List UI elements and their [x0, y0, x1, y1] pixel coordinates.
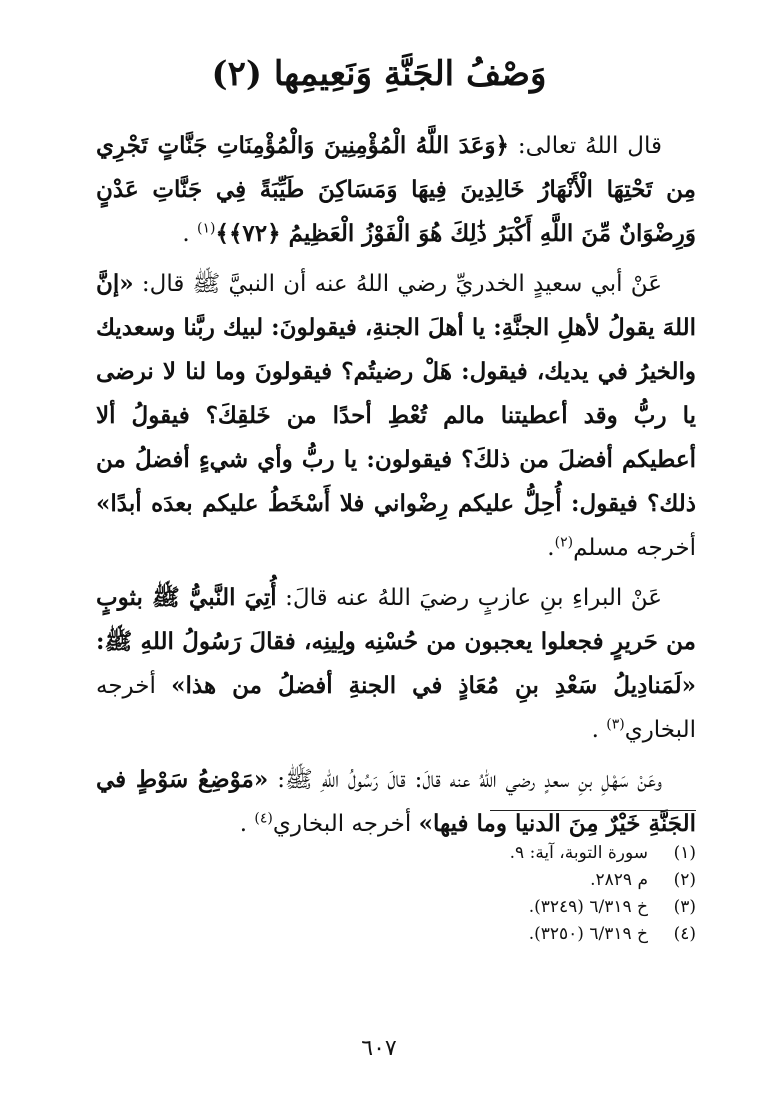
footnote-number: (٤) [673, 924, 696, 944]
footnote [300, 921, 696, 948]
footnote-text: خ ٦/٣١٩ (٣٢٥٠). [528, 924, 648, 944]
paragraph-1 [96, 124, 696, 256]
main-text [96, 124, 696, 852]
quran-verse: ﴿وَعَدَ اللَّهُ الْمُؤْمِنِينَ وَالْمُؤْمِنَاتِ جَنَّاتٍ تَجْرِي مِن تَحْتِهَا الْأَنْهَارُ خَالِدِينَ فِيهَا وَمَسَاكِنَ طَيِّبَةً فِي جَنَّاتِ عَدْنٍ وَرِضْوَانٌ مِّنَ اللَّهِ أَكْبَرُ ذَٰلِكَ هُوَ الْفَوْزُ الْعَظِيمُ ﴿٧٢﴾﴾ [96, 132, 696, 247]
footnote-number: (١) [673, 843, 696, 863]
footnote-number: (٢) [673, 870, 696, 890]
paragraph-intro: عَنْ أبي سعيدٍ الخدريِّ رضي اللهُ عنه أن النبيَّ ﷺ قال: [133, 271, 662, 297]
footnote-ref-2: (٢) [554, 534, 574, 551]
paragraph-tail: . [182, 221, 197, 247]
paragraph-4 [96, 758, 696, 846]
hadith-text: أُتِيَ النَّبيُّ ﷺ بثوبٍ من حَريرٍ فجعلوا يعجبون من حُسْنِه ولِينِه، فقالَ رَسُولُ اللهِ ﷺ: «لَمَنادِيلُ سَعْدِ بنِ مُعَاذٍ في الجنةِ أفضلُ من هذا» [96, 584, 696, 699]
paragraph-tail: . [239, 811, 255, 837]
paragraph-after: أخرجه مسلم [573, 535, 696, 561]
footnote-text: سورة التوبة، آية: ٩. [509, 843, 648, 863]
footnote-ref-1: (١) [197, 220, 216, 237]
footnote-divider [490, 810, 696, 811]
page-number: ٦٠٧ [361, 1036, 397, 1061]
hadith-text: «مَوْضِعُ سَوْطٍ في الجَنَّةِ خَيْرٌ مِنَ الدنيا وما فيها» [96, 766, 696, 837]
paragraph-intro: وعَنْ سَهْلِ بنِ سعدٍ رضي اللهُ عنه قالَ: قالَ رَسُولُ اللهِ ﷺ: [268, 767, 663, 793]
paragraph-tail: . [591, 717, 607, 743]
paragraph-after: أخرجه البخاري [272, 811, 419, 837]
footnote [300, 867, 696, 894]
footnote-number: (٣) [673, 897, 696, 917]
paragraph-after: أخرجه البخاري [96, 673, 696, 743]
page-title: وَصْفُ الجَنَّةِ وَنَعِيمِها (٢) [211, 54, 547, 94]
paragraph-intro: عَنْ البراءِ بنِ عازبٍ رضيَ اللهُ عنه قالَ: [276, 585, 662, 611]
paragraph-tail: . [547, 535, 555, 561]
paragraph-2 [96, 262, 696, 570]
footnote-ref-4: (٤) [254, 810, 273, 827]
paragraph-intro: قال اللهُ تعالى: [509, 133, 662, 159]
footnote [300, 840, 696, 867]
footnote-ref-3: (٣) [606, 716, 625, 733]
footnote-text: م ٢٨٢٩. [590, 870, 648, 890]
hadith-text: «إنَّ اللهَ يقولُ لأهلِ الجنَّةِ: يا أهلَ الجنةِ، فيقولونَ: لبيك ربَّنا وسعديك والخيرُ في يديك، فيقول: هَلْ رضيتُم؟ فيقولونَ وما لنا لا نرضى يا ربُّ وقد أعطيتنا مالم تُعْطِ أحدًا من خَلقِكَ؟ فيقولُ ألا أعطيكم أفضلَ من ذلكَ؟ فيقولون: يا ربُّ وأي شيءٍ أفضلُ من ذلك؟ فيقول: أُحِلُّ عليكم رِضْواني فلا أَسْخَطُ عليكم بعدَه أبدًا» [96, 270, 696, 517]
footnote [300, 894, 696, 921]
footnotes-list [300, 840, 696, 948]
footnote-text: خ ٦/٣١٩ (٣٢٤٩). [528, 897, 648, 917]
paragraph-3 [96, 576, 696, 752]
